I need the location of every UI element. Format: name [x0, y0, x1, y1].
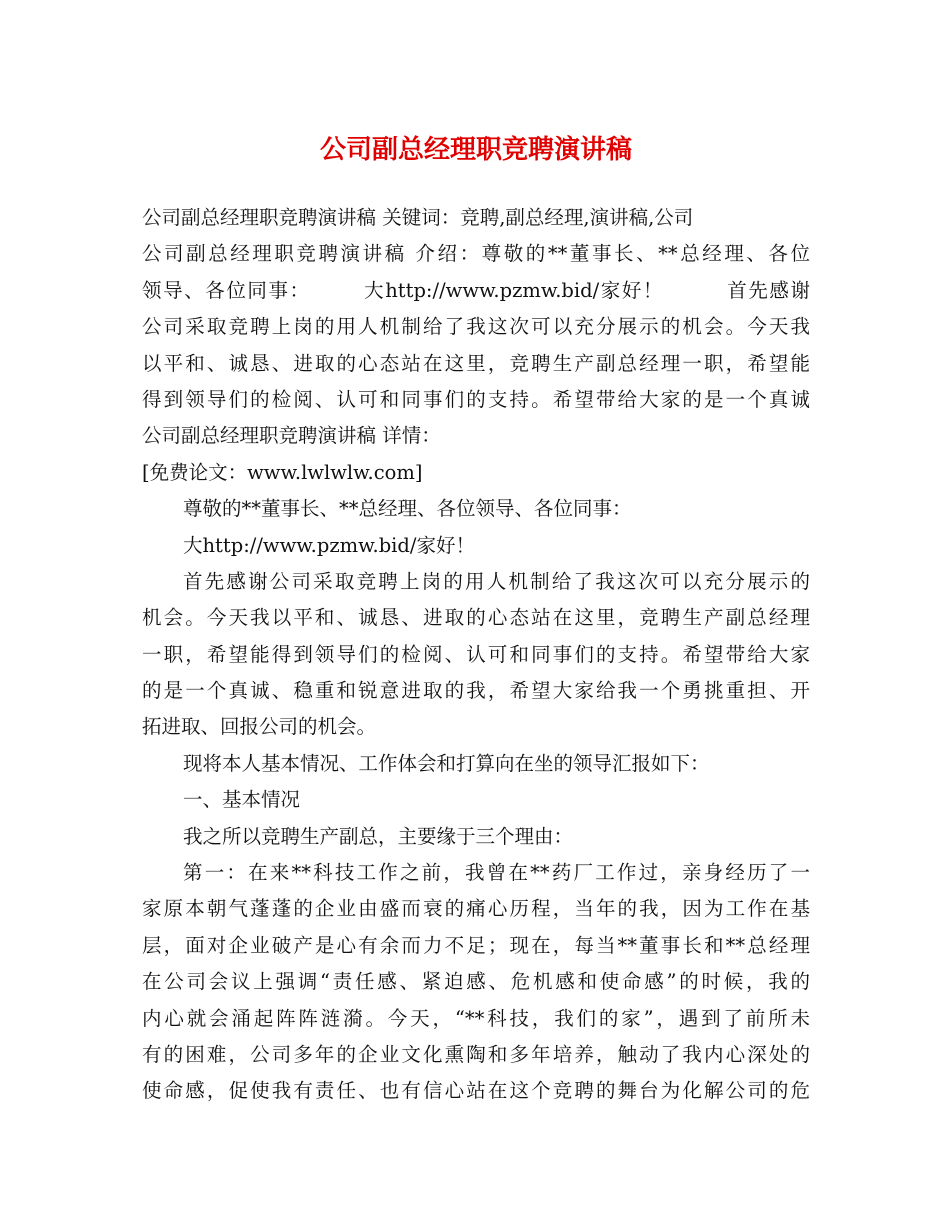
- text-line: 机会。今天我以平和、诚恳、进取的心态站在这里，竞聘生产副总经理: [142, 606, 810, 630]
- text-line: 第一：在来**科技工作之前，我曾在**药厂工作过，亲身经历了一: [183, 861, 810, 885]
- text-line: 大http://www.pzmw.bid/家好！: [183, 533, 475, 557]
- text-line: 领导、各位同事： 大http://www.pzmw.bid/家好！ 首先感谢: [142, 278, 810, 302]
- text-line: 以平和、诚恳、进取的心态站在这里，竞聘生产副总经理一职，希望能: [142, 351, 810, 375]
- text-line: 一职，希望能得到领导们的检阅、认可和同事们的支持。希望带给大家: [142, 642, 810, 666]
- text-line: 的是一个真诚、稳重和锐意进取的我，希望大家给我一个勇挑重担、开: [142, 679, 810, 703]
- text-line: 我之所以竞聘生产副总，主要缘于三个理由：: [183, 824, 574, 848]
- text-line: 首先感谢公司采取竞聘上岗的用人机制给了我这次可以充分展示的: [183, 569, 810, 593]
- text-line: 现将本人基本情况、工作体会和打算向在坐的领导汇报如下：: [183, 751, 710, 775]
- text-line: 内心就会涌起阵阵涟漪。今天，“**科技，我们的家”，遇到了前所未: [142, 1006, 810, 1030]
- text-line: 在公司会议上强调“责任感、紧迫感、危机感和使命感”的时候，我的: [142, 970, 810, 994]
- text-line: 有的困难，公司多年的企业文化熏陶和多年培养，触动了我内心深处的: [142, 1042, 810, 1066]
- document-title: 公司副总经理职竞聘演讲稿: [319, 135, 632, 165]
- text-line: 尊敬的**董事长、**总经理、各位领导、各位同事：: [183, 497, 632, 521]
- text-line: 家原本朝气蓬蓬的企业由盛而衰的痛心历程，当年的我，因为工作在基: [142, 897, 810, 921]
- text-line: 得到领导们的检阅、认可和同事们的支持。希望带给大家的是一个真诚: [142, 387, 810, 411]
- text-line: 公司副总经理职竞聘演讲稿 详情：: [142, 424, 441, 448]
- text-line: [免费论文：www.lwlwlw.com]: [142, 460, 423, 484]
- text-line: 公司副总经理职竞聘演讲稿 介绍：尊敬的**董事长、**总经理、各位: [142, 242, 810, 266]
- text-line: 拓进取、回报公司的机会。: [142, 715, 377, 739]
- text-line: 层，面对企业破产是心有余而力不足；现在，每当**董事长和**总经理: [142, 933, 810, 957]
- text-line: 公司副总经理职竞聘演讲稿 关键词：竞聘,副总经理,演讲稿,公司: [142, 206, 694, 229]
- text-line: 公司采取竞聘上岗的用人机制给了我这次可以充分展示的机会。今天我: [142, 315, 810, 339]
- text-line: 一、基本情况: [183, 788, 301, 812]
- document-body: [142, 200, 810, 1110]
- text-line: 使命感，促使我有责任、也有信心站在这个竞聘的舞台为化解公司的危: [142, 1079, 810, 1103]
